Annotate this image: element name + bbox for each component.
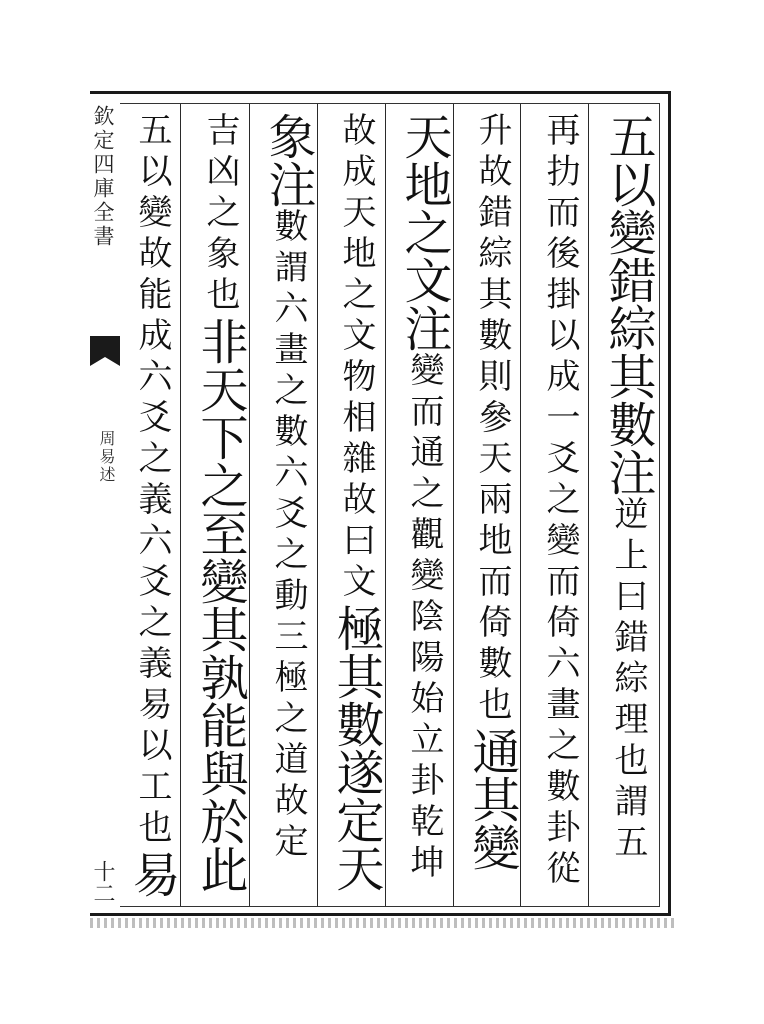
commentary-text: 變而通之觀變陰陽始立卦乾坤 <box>404 352 444 885</box>
text-column-2 <box>530 112 590 904</box>
commentary-text: 再扐而後掛以成一爻之變而倚六畫之數卦從 <box>540 112 580 891</box>
main-text: 非天下之至變其孰能與於此 <box>192 317 248 893</box>
main-text: 象注 <box>260 112 316 208</box>
text-column-4 <box>394 112 454 904</box>
commentary-text: 五以變故能成六爻之義六爻之義易以工也 <box>132 112 172 850</box>
main-text: 通其變 <box>464 727 520 871</box>
commentary-text: 升故錯綜其數則參天兩地而倚數也 <box>472 112 512 727</box>
commentary-text: 吉凶之象也 <box>200 112 240 317</box>
page-number: 十二 <box>90 860 115 904</box>
commentary-text: 數謂六畫之數六爻之動三極之道故定 <box>268 208 308 864</box>
text-column-1 <box>598 112 658 904</box>
main-text: 極其數遂定天 <box>328 604 384 892</box>
book-title: 欽定四庫全書 <box>91 105 115 249</box>
main-text: 五以變錯綜其數注 <box>600 112 656 496</box>
text-column-6 <box>258 112 318 904</box>
text-column-5 <box>326 112 386 904</box>
text-column-8 <box>122 112 182 904</box>
section-title: 周易述 <box>97 430 116 484</box>
commentary-text: 故成天地之文物相雜故曰文 <box>336 112 376 604</box>
page-edge-texture <box>90 918 675 928</box>
commentary-text: 逆上曰錯綜理也謂五 <box>608 496 648 865</box>
text-column-3 <box>462 112 522 904</box>
main-text: 天地之文注 <box>396 112 452 352</box>
main-text: 易 <box>124 850 180 898</box>
text-column-7 <box>190 112 250 904</box>
